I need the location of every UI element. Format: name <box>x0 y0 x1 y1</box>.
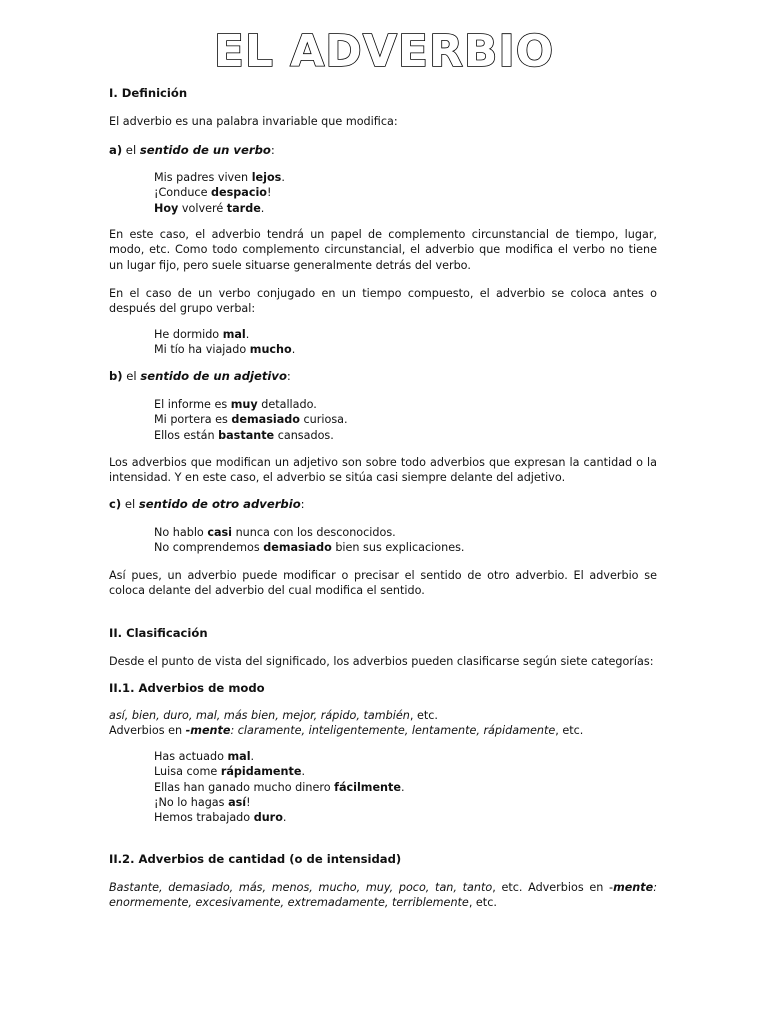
example-line: Ellas han ganado mucho dinero fácilmente. <box>154 780 405 794</box>
subsection-heading-cantidad: II.2. Adverbios de cantidad (o de intensidad) <box>109 852 402 866</box>
example-line: Hoy volveré tarde. <box>154 201 265 215</box>
section-heading-definicion: I. Definición <box>109 86 188 100</box>
subsection-c <box>109 497 657 512</box>
subsection-b-letter: b) <box>109 369 123 383</box>
subsection-heading-modo: II.1. Adverbios de modo <box>109 681 265 695</box>
example-line: He dormido mal. <box>154 328 250 341</box>
intro-paragraph: El adverbio es una palabra invariable que modifica: <box>109 115 398 128</box>
example-line: ¡Conduce despacio! <box>154 186 272 200</box>
subsection-a-pre: el <box>122 143 140 157</box>
modo-mente-line: Adverbios en -mente: claramente, inteligentemente, lentamente, rápidamente, etc. <box>109 724 584 738</box>
subsection-c-emph: sentido de otro adverbio <box>138 497 301 511</box>
section-heading-clasificacion: II. Clasificación <box>109 626 208 640</box>
page-title: EL ADVERBIO <box>213 26 555 77</box>
subsection-c-post: : <box>300 497 305 511</box>
example-line: Mi tío ha viajado mucho. <box>154 343 296 357</box>
clasificacion-intro: Desde el punto de vista del significado, los adverbios pueden clasificarse según siete categorías: <box>109 655 654 668</box>
paragraph-tiempo-compuesto: En el caso de un verbo conjugado en un tiempo compuesto, el adverbio se coloca antes o después del grupo verbal: <box>109 287 657 316</box>
subsection-a-emph: sentido de un verbo <box>139 143 271 157</box>
examples-b <box>154 397 634 443</box>
example-line: Has actuado mal. <box>154 750 255 763</box>
examples-compuesto <box>154 327 634 358</box>
example-line: No hablo casi nunca con los desconocidos. <box>154 526 396 539</box>
example-line: Hemos trabajado duro. <box>154 811 287 825</box>
examples-modo <box>154 749 634 825</box>
cantidad-list: Bastante, demasiado, más, menos, mucho, muy, poco, tan, tanto, etc. Adverbios en -mente: enormemente, excesivamente, extremadamente, terriblemente, etc. <box>109 881 657 910</box>
example-line: El informe es muy detallado. <box>154 398 317 411</box>
subsection-b-pre: el <box>122 369 141 383</box>
subsection-b-emph: sentido de un adjetivo <box>140 369 287 383</box>
modo-lists <box>109 708 657 739</box>
subsection-b-post: : <box>286 369 291 383</box>
example-line: Mis padres viven lejos. <box>154 171 285 184</box>
modo-list-line: así, bien, duro, mal, más bien, mejor, rápido, también, etc. <box>109 709 438 722</box>
subsection-c-pre: el <box>121 497 139 511</box>
example-line: No comprendemos demasiado bien sus explicaciones. <box>154 541 465 555</box>
subsection-b <box>109 369 657 384</box>
paragraph-intensidad: Los adverbios que modifican un adjetivo son sobre todo adverbios que expresan la cantidad o la intensidad. Y en este caso, el adverbio se sitúa casi siempre delante del adjetivo. <box>109 456 657 485</box>
subsection-a-post: : <box>270 143 275 157</box>
paragraph-otro-adverbio: Así pues, un adverbio puede modificar o precisar el sentido de otro adverbio. El adverbio se coloca delante del adverbio del cual modifica el sentido. <box>109 569 657 598</box>
subsection-a <box>109 143 657 158</box>
paragraph-complemento: En este caso, el adverbio tendrá un papel de complemento circunstancial de tiempo, lugar, modo, etc. Como todo complemento circunstancial, el adverbio que modifica el verbo no tiene un lugar fijo, pero suele situarse generalmente detrás del verbo. <box>109 228 657 272</box>
subsection-c-letter: c) <box>109 497 122 511</box>
example-line: Ellos están bastante cansados. <box>154 428 334 442</box>
subsection-a-letter: a) <box>109 143 123 157</box>
example-line: ¡No lo hagas así! <box>154 795 251 809</box>
example-line: Mi portera es demasiado curiosa. <box>154 413 348 427</box>
example-line: Luisa come rápidamente. <box>154 765 305 779</box>
examples-c <box>154 525 634 556</box>
examples-a <box>154 170 634 216</box>
